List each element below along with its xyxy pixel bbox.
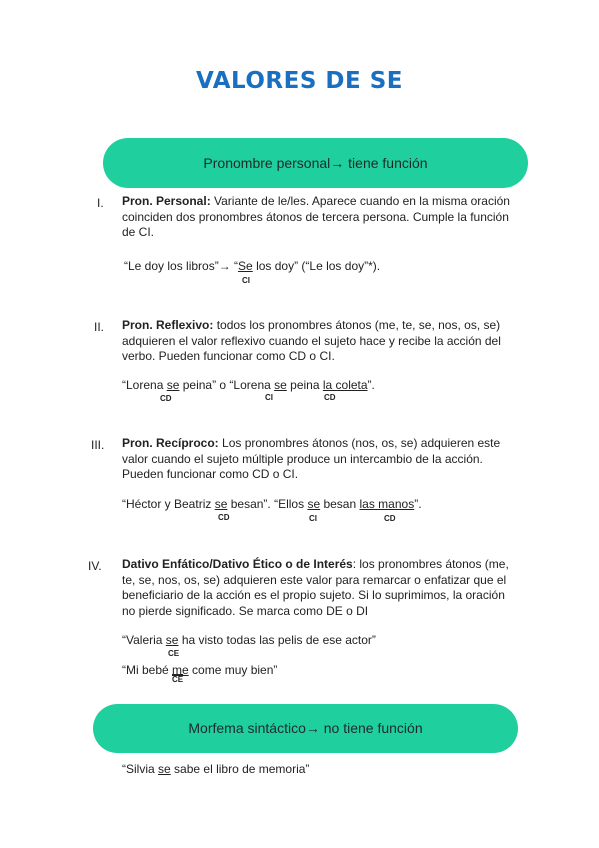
example-text: “Mi bebé (122, 663, 173, 677)
pronoun-se: se (307, 497, 321, 511)
example-text: los doy” (“Le los doy”*). (252, 259, 381, 273)
function-tag: $\overline{CE}$ (172, 675, 184, 684)
underlined-phrase: las manos (359, 497, 415, 511)
page-title: VALORES DE SE (195, 68, 403, 94)
function-tag: CD (384, 514, 396, 523)
numeral: II. (94, 320, 105, 334)
example-text: “Héctor y Beatriz (122, 497, 215, 511)
section-reflexivo (122, 318, 514, 365)
example-text: peina” o “Lorena (179, 378, 275, 392)
section-heading: Pron. Recíproco: (122, 436, 219, 450)
example-reflexivo (122, 378, 375, 392)
example-text: peina (286, 378, 323, 392)
example-text: besan (320, 497, 360, 511)
example-text: come muy bien” (188, 663, 278, 677)
example-personal (124, 259, 380, 273)
example-text: “Valeria (122, 633, 166, 647)
pronoun-se: se (274, 378, 287, 392)
section-heading: Dativo Enfático/Dativo Ético o de Interés (122, 557, 353, 571)
example-text: ha visto todas las pelis de ese actor” (178, 633, 376, 647)
function-tag: CD (218, 513, 230, 522)
example-reciproco (122, 497, 422, 511)
pronoun-se: se (214, 497, 228, 511)
pronoun-me: me (172, 663, 189, 677)
function-tag: CI (309, 514, 317, 523)
example-dativo-2 (122, 663, 277, 677)
example-morfema (122, 762, 309, 776)
section-reciproco (122, 436, 514, 483)
example-dativo-1 (122, 633, 376, 647)
underlined-phrase: la coleta (322, 378, 368, 392)
function-tag: CD (324, 393, 336, 402)
section-heading: Pron. Personal: (122, 194, 211, 208)
example-text: sabe el libro de memoria” (170, 762, 310, 776)
example-text: ”. (367, 378, 375, 392)
example-text: “Lorena (122, 378, 167, 392)
section-body: todos los pronombres átonos (me, te, se, nos, os, se) adquieren el valor reflexivo cuando el sujeto hace y recibe la acción del verbo. Pueden funcionar como CD o CI. (122, 318, 501, 363)
numeral: III. (91, 438, 105, 452)
banner-morfema-sintactico: Morfema sintáctico→ no tiene función (93, 704, 518, 753)
pronoun-se: se (158, 762, 171, 776)
example-text: “Le doy los libros”→ “ (124, 259, 239, 273)
pronoun-se: se (166, 378, 180, 392)
section-body: Los pronombres átonos (nos, os, se) adquieren este valor cuando el sujeto múltiple produce un intercambio de la acción. Pueden funcionar como CD o CI. (122, 436, 501, 481)
banner-pronombre-personal: Pronombre personal→ tiene función (103, 138, 528, 188)
function-tag: CD (160, 394, 172, 403)
section-heading: Pron. Reflexivo: (122, 318, 214, 332)
section-body: : los pronombres átonos (me, te, se, nos, os, se) adquieren este valor para remarcar o enfatizar que el beneficiario de la acción es el propio sujeto. Si lo suprimimos, la oración no pierde significado. Se marca como DE o DI (122, 557, 509, 618)
pronoun-se: Se (238, 259, 253, 273)
function-tag: CI (265, 393, 273, 402)
section-body: Variante de le/les. Aparece cuando en la misma oración coinciden dos pronombres átonos de tercera persona. Cumple la función de CI. (122, 194, 510, 239)
numeral: IV. (88, 559, 102, 573)
example-text: ”. (414, 497, 422, 511)
example-text: “Silvia (122, 762, 159, 776)
function-tag: CE (168, 649, 180, 658)
section-dativo (122, 557, 514, 619)
function-tag: CI (242, 276, 250, 285)
numeral: I. (97, 196, 104, 210)
section-personal (122, 194, 514, 241)
pronoun-se: se (165, 633, 179, 647)
example-text: besan”. “Ellos (227, 497, 308, 511)
